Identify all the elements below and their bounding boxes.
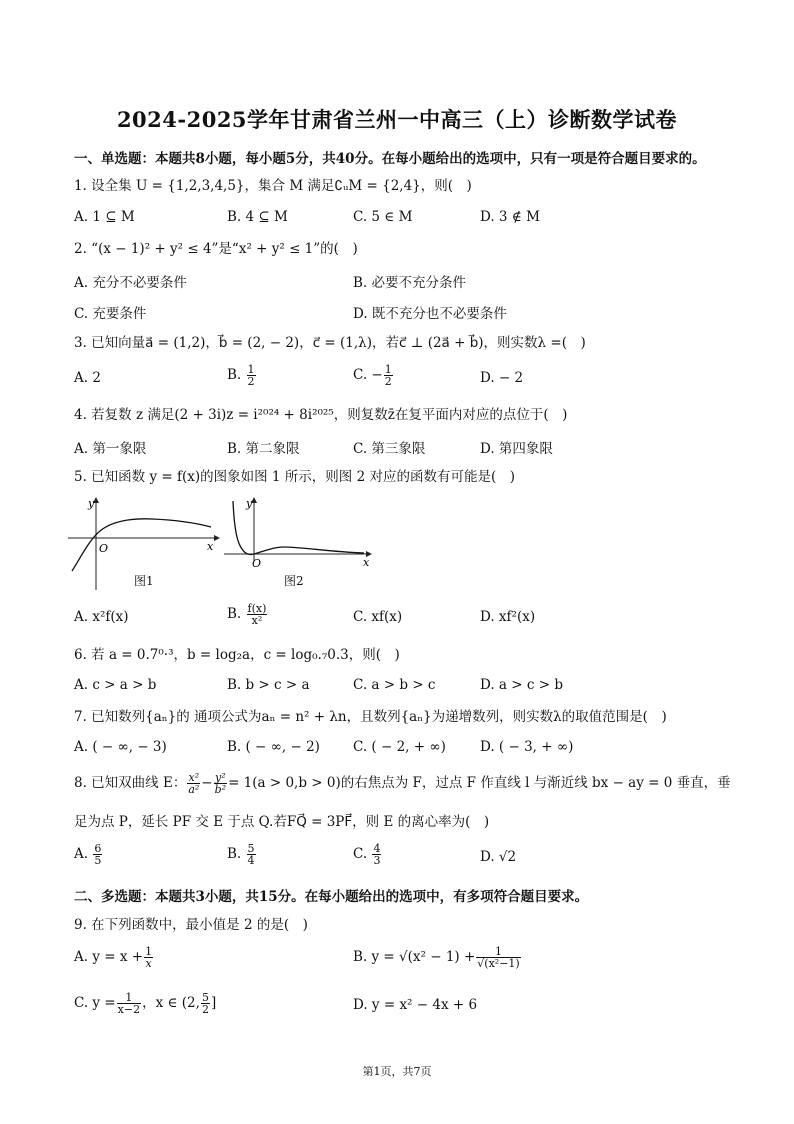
q6-option-c: C. a > b > c [353,677,436,693]
q1-option-a: A. 1 ⊆ M [74,209,135,225]
fig1-curve [72,519,211,571]
q1-option-c: C. 5 ∈ M [353,209,413,225]
q3-option-c [353,364,394,387]
fraction-denominator: 2 [384,375,392,388]
fraction-denominator: √(x²−1) [477,957,520,970]
q3-option-c-label: C. − [353,367,383,383]
q9-option-a [74,946,154,969]
fraction-denominator: 3 [373,854,381,867]
q8-option-c-label: C. [353,846,372,862]
question-7-stem: 7. 已知数列{aₙ}的 通项公式为aₙ = n² + λn，且数列{aₙ}为递增数列，则实数λ的取值范围是( ) [74,709,667,725]
fraction-numerator: y² [215,771,226,784]
fig2-origin-label: O [252,557,262,570]
fraction-numerator: 1 [247,363,255,376]
q4-option-c: C. 第三象限 [353,441,426,457]
fig1-y-label: y [88,497,95,510]
fraction-numerator: f(x) [247,602,267,615]
q6-option-b: B. b > c > a [227,677,310,693]
q6-option-a: A. c > a > b [74,677,157,693]
q8-option-d: D. √2 [480,849,517,865]
q2-option-a: A. 充分不必要条件 [74,275,187,291]
q5-option-b-fraction [247,603,268,626]
fraction-numerator: 4 [373,842,381,855]
q4-option-d: D. 第四象限 [480,441,553,457]
fraction-numerator: 1 [384,363,392,376]
fig1-x-arrow-icon [214,535,220,541]
q5-option-a: A. x²f(x) [74,609,129,625]
fig1-x-label: x [207,540,214,553]
fig2-x-label: x [363,556,370,569]
q1-option-d: D. 3 ∉ M [480,209,540,225]
q8-option-a [74,843,103,866]
question-4-stem: 4. 若复数 z 满足(2 + 3i)z = i²⁰²⁴ + 8i²⁰²⁵，则复数z̄在复平面内对应的点位于( ) [74,407,568,423]
q5-option-b-label: B. [227,606,246,622]
fraction-denominator: x [145,957,152,970]
section-multiple-choice: 二、多选题：本题共3小题，共15分。在每小题给出的选项中，有多项符合题目要求。 [74,889,589,905]
question-3-stem: 3. 已知向量a⃗ = (1,2)，b⃗ = (2, − 2)，c⃗ = (1,λ)，若c⃗ ⊥ (2a⃗ + b⃗)，则实数λ =( ) [74,335,586,351]
q8-fraction-x [187,772,200,795]
q8-stem-prefix: 8. 已知双曲线 E： [74,775,187,791]
q9-option-a-fraction [144,946,153,969]
fraction-numerator: 1 [117,992,141,1004]
q8-option-a-label: A. [74,846,93,862]
q8-option-c-fraction [372,843,381,866]
fig2-curve [233,501,364,554]
fraction-denominator: x−2 [117,1003,141,1016]
q8-stem-suffix: = 1(a > 0,b > 0)的右焦点为 F，过点 F 作直线 l 与渐近线 bx − ay = 0 垂直，垂 [228,775,731,791]
q8-option-a-fraction [93,843,102,866]
q7-option-b: B. ( − ∞, − 2) [227,739,320,755]
fraction-denominator: b² [214,783,227,796]
section-single-choice: 一、单选题：本题共8小题，每小题5分，共40分。在每小题给出的选项中，只有一项是符合题目要求的。 [74,151,706,167]
q3-option-d: D. − 2 [480,370,524,386]
fig1-origin-label: O [99,542,109,555]
fraction-numerator: x² [188,771,200,784]
q5-option-b [227,603,268,626]
question-8-stem-line2: 足为点 P，延长 PF 交 E 于点 Q.若FQ⃗ = 3PF⃗，则 E 的离心率为( ) [74,814,490,830]
q9-option-b-label: B. y = √(x² − 1) + [353,949,476,965]
q7-option-a: A. ( − ∞, − 3) [74,739,167,755]
fraction-denominator: 4 [247,854,255,867]
q8-option-b [227,843,257,866]
figure-1-caption: 图1 [134,574,154,588]
question-2-stem: 2. “(x − 1)² + y² ≤ 4”是“x² + y² ≤ 1”的( ) [74,241,358,257]
q5-option-d: D. xf²(x) [480,609,536,625]
q9-option-c-label: C. y = [74,995,116,1011]
fraction-numerator: 5 [201,991,209,1004]
q6-option-d: D. a > c > b [480,677,563,693]
question-9-stem: 9. 在下列函数中，最小值是 2 的是( ) [74,917,308,933]
q3-option-a: A. 2 [74,370,101,386]
fraction-denominator: a² [188,783,200,796]
question-5-stem: 5. 已知函数 y = f(x)的图象如图 1 所示，则图 2 对应的函数有可能是( ) [74,469,516,485]
fraction-denominator: 2 [247,375,255,388]
fraction-numerator: 1 [145,945,153,958]
q9-option-c [74,991,216,1015]
q2-option-b: B. 必要不充分条件 [353,275,467,291]
q3-option-c-fraction [384,364,393,387]
q3-option-b [227,364,257,387]
q9-option-c-domain: ，x ∈ (2, [142,995,200,1011]
q7-option-d: D. ( − 3, + ∞) [480,739,574,755]
q8-option-b-label: B. [227,846,246,862]
question-1-stem: 1. 设全集 U = {1,2,3,4,5}，集合 M 满足∁ᵤM = {2,4}，则( ) [74,178,472,194]
fig2-y-label: y [246,497,253,510]
q9-option-c-bracket: ] [210,995,217,1011]
q9-option-b [353,946,522,969]
q1-option-b: B. 4 ⊆ M [227,209,288,225]
fraction-denominator: x² [251,614,263,627]
q8-fraction-y [214,772,227,795]
q8-minus: − [201,775,213,791]
q5-option-c: C. xf(x) [353,609,403,625]
figure-2-caption: 图2 [284,574,304,588]
q9-option-c-fraction [117,992,141,1015]
q9-option-c-domain-fraction [201,992,210,1015]
page-title: 2024-2025学年甘肃省兰州一中高三（上）诊断数学试卷 [116,107,678,132]
q2-option-c: C. 充要条件 [74,306,147,322]
fraction-denominator: 5 [94,854,102,867]
q7-option-c: C. ( − 2, + ∞) [353,739,446,755]
q4-option-b: B. 第二象限 [227,441,300,457]
q9-option-a-label: A. y = x + [74,949,144,965]
fraction-numerator: 5 [247,842,255,855]
question-8-stem [74,772,754,795]
question-6-stem: 6. 若 a = 0.7⁰·³，b = log₂a，c = log₀.₇0.3，则( ) [74,647,400,663]
q2-option-d: D. 既不充分也不必要条件 [353,306,507,322]
fraction-denominator: 2 [201,1003,209,1016]
page-footer: 第1页，共7页 [362,1065,432,1078]
q8-option-c [353,843,382,866]
q4-option-a: A. 第一象限 [74,441,147,457]
q8-option-b-fraction [247,843,256,866]
fraction-numerator: 6 [94,842,102,855]
q9-option-b-fraction [476,946,520,969]
fraction-numerator: 1 [476,946,520,958]
q9-option-d: D. y = x² − 4x + 6 [353,997,478,1013]
q3-option-b-label: B. [227,367,246,383]
q3-option-b-fraction [247,364,256,387]
